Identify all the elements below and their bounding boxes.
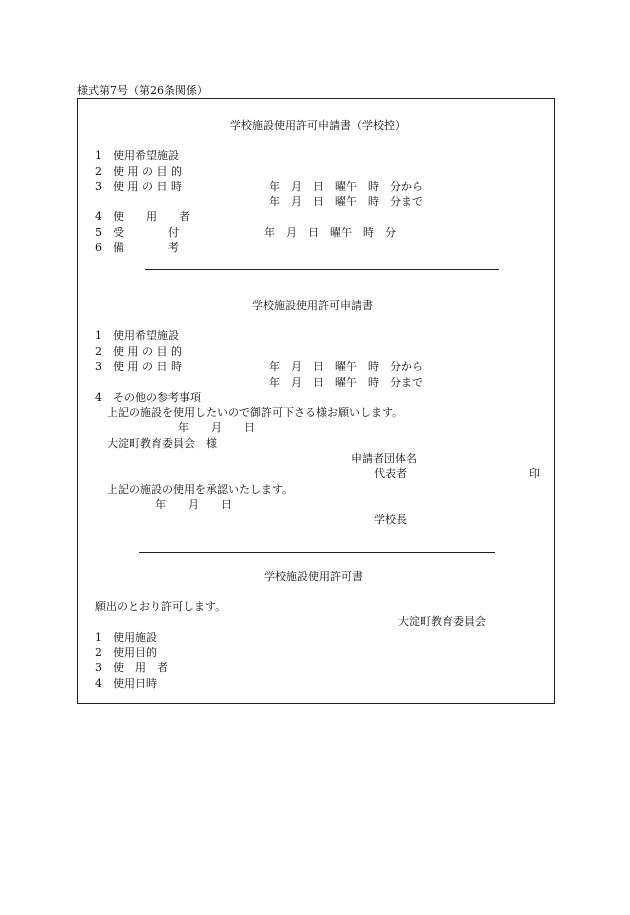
section2-item-num-4: 4 [95, 391, 102, 404]
section2-item-num-3: 3 [95, 360, 102, 373]
addressee: 大淀町教育委員会 様 [107, 437, 217, 450]
section2-item-num-2: 2 [95, 345, 102, 358]
section1-datetime-from: 年 月 日 曜午 時 分から [269, 180, 423, 193]
section1-item-num-4: 4 [95, 210, 102, 223]
section3-item-label-1: 使用施設 [113, 631, 157, 644]
representative-label: 代表者 [374, 467, 407, 480]
section3-item-num-3: 3 [95, 661, 102, 674]
section2-item-num-1: 1 [95, 329, 102, 342]
section3-item-num-4: 4 [95, 677, 102, 690]
section1-item-num-6: 6 [95, 241, 102, 254]
section1-title: 学校施設使用許可申請書（学校控） [230, 119, 406, 132]
grant-text: 願出のとおり許可します。 [95, 600, 227, 613]
section2-item-label-1: 使用希望施設 [113, 329, 179, 342]
section1-item-num-5: 5 [95, 226, 102, 239]
section3-item-label-3: 使 用 者 [113, 661, 168, 674]
section1-item-label-2: 使 用 の 目 的 [113, 165, 182, 178]
section1-item-label-4: 使 用 者 [113, 210, 190, 223]
section3-title: 学校施設使用許可書 [264, 570, 363, 583]
section1-datetime-to: 年 月 日 曜午 時 分まで [269, 195, 423, 208]
section2-datetime-to: 年 月 日 曜午 時 分まで [269, 376, 423, 389]
section1-item-label-3: 使 用 の 日 時 [113, 180, 182, 193]
divider-2 [139, 552, 495, 553]
section1-item-num-2: 2 [95, 165, 102, 178]
issuer: 大淀町教育委員会 [398, 615, 486, 628]
divider-1 [145, 269, 499, 270]
section3-item-label-4: 使用日時 [113, 677, 157, 690]
seal-mark: 印 [529, 467, 540, 480]
section3-item-label-2: 使用目的 [113, 646, 157, 659]
section1-item-label-6: 備 考 [113, 241, 179, 254]
form-number: 様式第7号（第26条関係） [77, 84, 208, 97]
request-date-line: 年 月 日 [178, 421, 255, 434]
section2-item-label-3: 使 用 の 日 時 [113, 360, 182, 373]
section1-item-label-5: 受 付 [113, 226, 179, 239]
section2-item-label-2: 使 用 の 目 的 [113, 345, 182, 358]
section1-item-label-1: 使用希望施設 [113, 149, 179, 162]
section3-item-num-2: 2 [95, 646, 102, 659]
form-frame [77, 98, 555, 704]
request-text: 上記の施設を使用したいので御許可下さる様お願いします。 [107, 406, 404, 419]
approval-text: 上記の施設の使用を承認いたします。 [107, 483, 294, 496]
principal-label: 学校長 [374, 513, 407, 526]
section2-title: 学校施設使用許可申請書 [252, 299, 373, 312]
section1-received-datetime: 年 月 日 曜午 時 分 [264, 226, 396, 239]
section1-item-num-3: 3 [95, 180, 102, 193]
section2-item-label-4: その他の参考事項 [113, 391, 201, 404]
section1-item-num-1: 1 [95, 149, 102, 162]
applicant-group-label: 申請者団体名 [351, 452, 417, 465]
section2-datetime-from: 年 月 日 曜午 時 分から [269, 360, 423, 373]
section3-item-num-1: 1 [95, 631, 102, 644]
approval-date-line: 年 月 日 [155, 498, 232, 511]
